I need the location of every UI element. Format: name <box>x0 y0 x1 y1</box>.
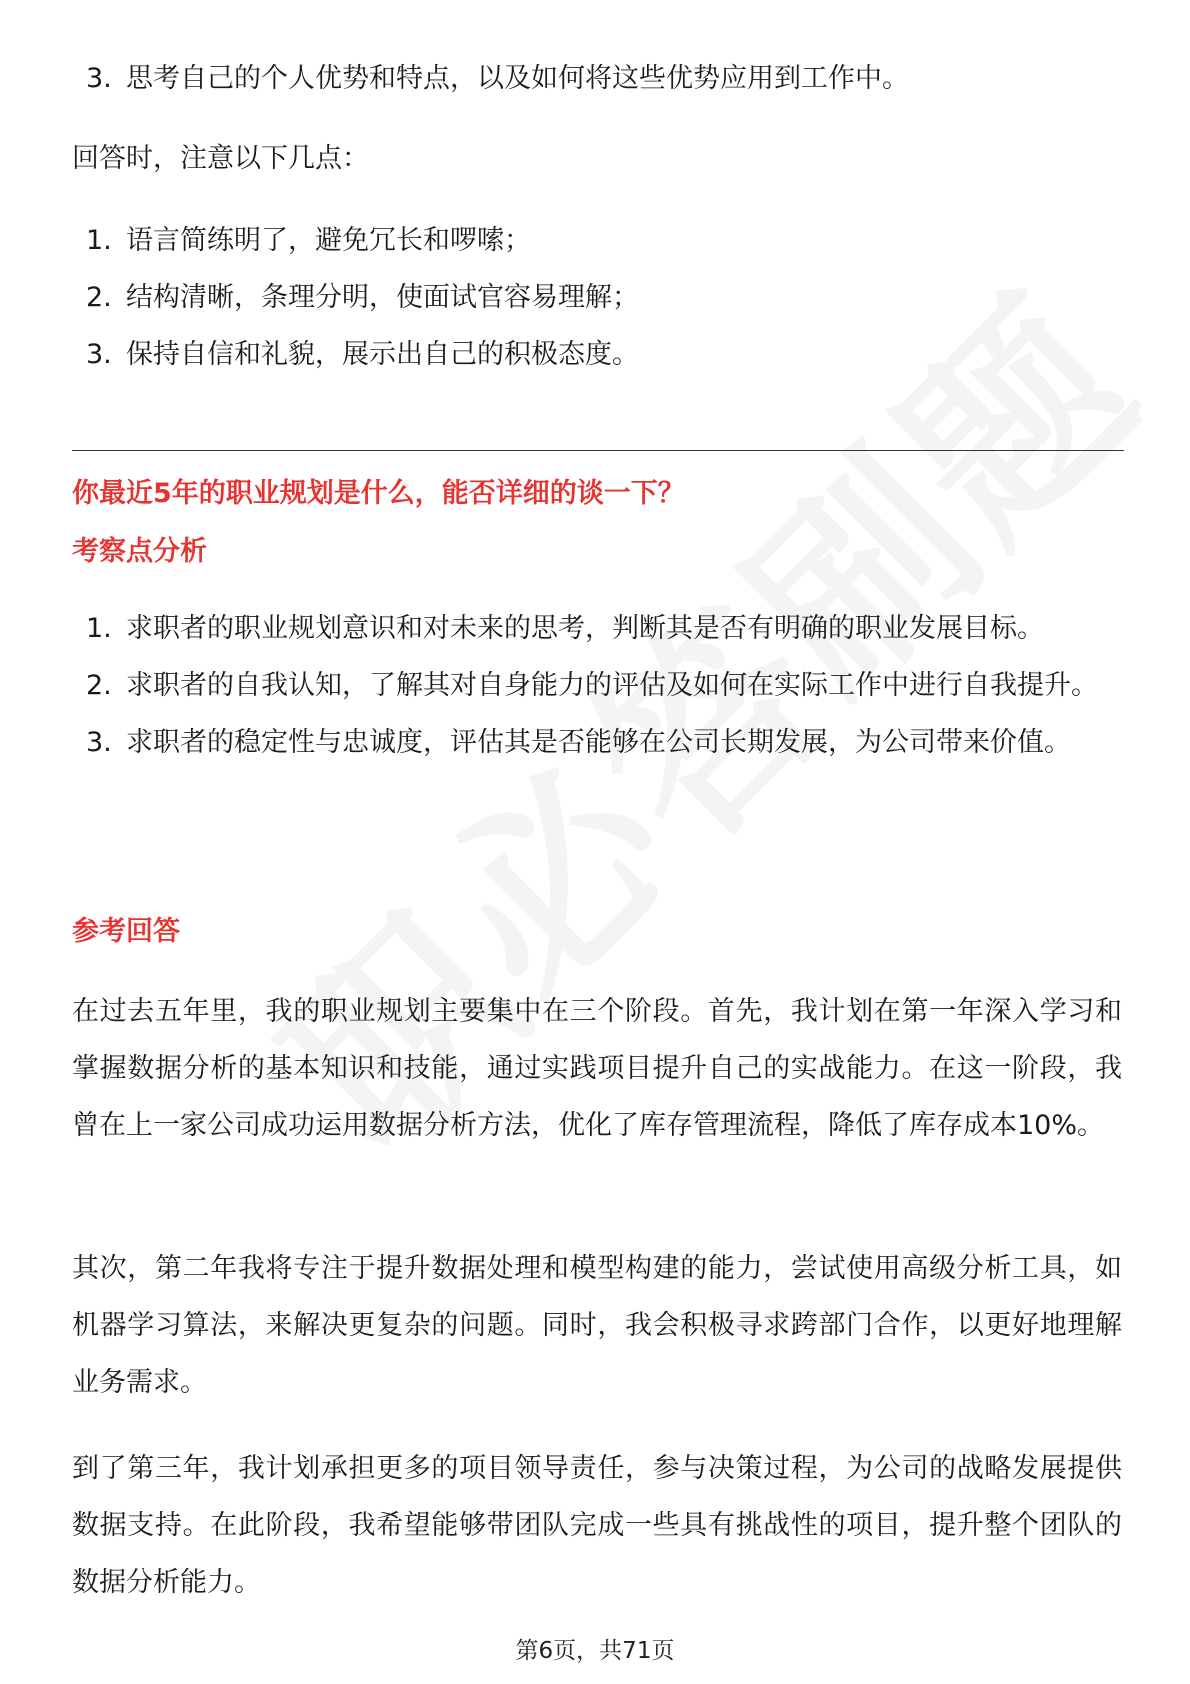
analysis-list <box>72 600 1122 771</box>
list-text: 求职者的稳定性与忠诚度，评估其是否能够在公司长期发展，为公司带来价值。 <box>126 727 1071 758</box>
list-item <box>72 600 1122 657</box>
answer-tips-intro: 回答时，注意以下几点： <box>72 143 369 174</box>
list-number: 3. <box>86 63 112 94</box>
answer-paragraph-3: 到了第三年，我计划承担更多的项目领导责任，参与决策过程，为公司的战略发展提供数据支持。在此阶段，我希望能够带团队完成一些具有挑战性的项目，提升整个团队的数据分析能力。 <box>72 1453 1122 1598</box>
list-item <box>72 657 1122 714</box>
reference-heading: 参考回答 <box>72 916 180 947</box>
list-text: 语言简练明了，避免冗长和啰嗦； <box>126 225 531 256</box>
list-number: 3. <box>86 727 112 758</box>
list-item <box>72 50 1122 107</box>
list-number: 1. <box>86 613 112 644</box>
answer-paragraph-2: 其次，第二年我将专注于提升数据处理和模型构建的能力，尝试使用高级分析工具，如机器学习算法，来解决更复杂的问题。同时，我会积极寻求跨部门合作，以更好地理解业务需求。 <box>72 1253 1122 1398</box>
list-item <box>72 212 1122 269</box>
answer-tips-list <box>72 212 1122 383</box>
list-number: 1. <box>86 225 112 256</box>
page-footer: 第6页，共71页 <box>515 1638 675 1664</box>
top-list <box>72 50 1122 107</box>
list-text: 保持自信和礼貌，展示出自己的积极态度。 <box>126 339 639 370</box>
list-number: 2. <box>86 282 112 313</box>
list-text: 求职者的职业规划意识和对未来的思考，判断其是否有明确的职业发展目标。 <box>126 613 1044 644</box>
list-number: 3. <box>86 339 112 370</box>
answer-paragraph-1: 在过去五年里，我的职业规划主要集中在三个阶段。首先，我计划在第一年深入学习和掌握数据分析的基本知识和技能，通过实践项目提升自己的实战能力。在这一阶段，我曾在上一家公司成功运用数据分析方法，优化了库存管理流程，降低了库存成本10%。 <box>72 996 1122 1141</box>
list-text: 求职者的自我认知，了解其对自身能力的评估及如何在实际工作中进行自我提升。 <box>126 670 1098 701</box>
list-text: 思考自己的个人优势和特点，以及如何将这些优势应用到工作中。 <box>126 63 909 94</box>
question-title: 你最近5年的职业规划是什么，能否详细的谈一下？ <box>72 478 685 509</box>
list-item <box>72 326 1122 383</box>
list-number: 2. <box>86 670 112 701</box>
list-item <box>72 269 1122 326</box>
list-item <box>72 714 1122 771</box>
list-text: 结构清晰，条理分明，使面试官容易理解； <box>126 282 639 313</box>
analysis-heading: 考察点分析 <box>72 536 207 567</box>
section-divider <box>72 450 1124 451</box>
